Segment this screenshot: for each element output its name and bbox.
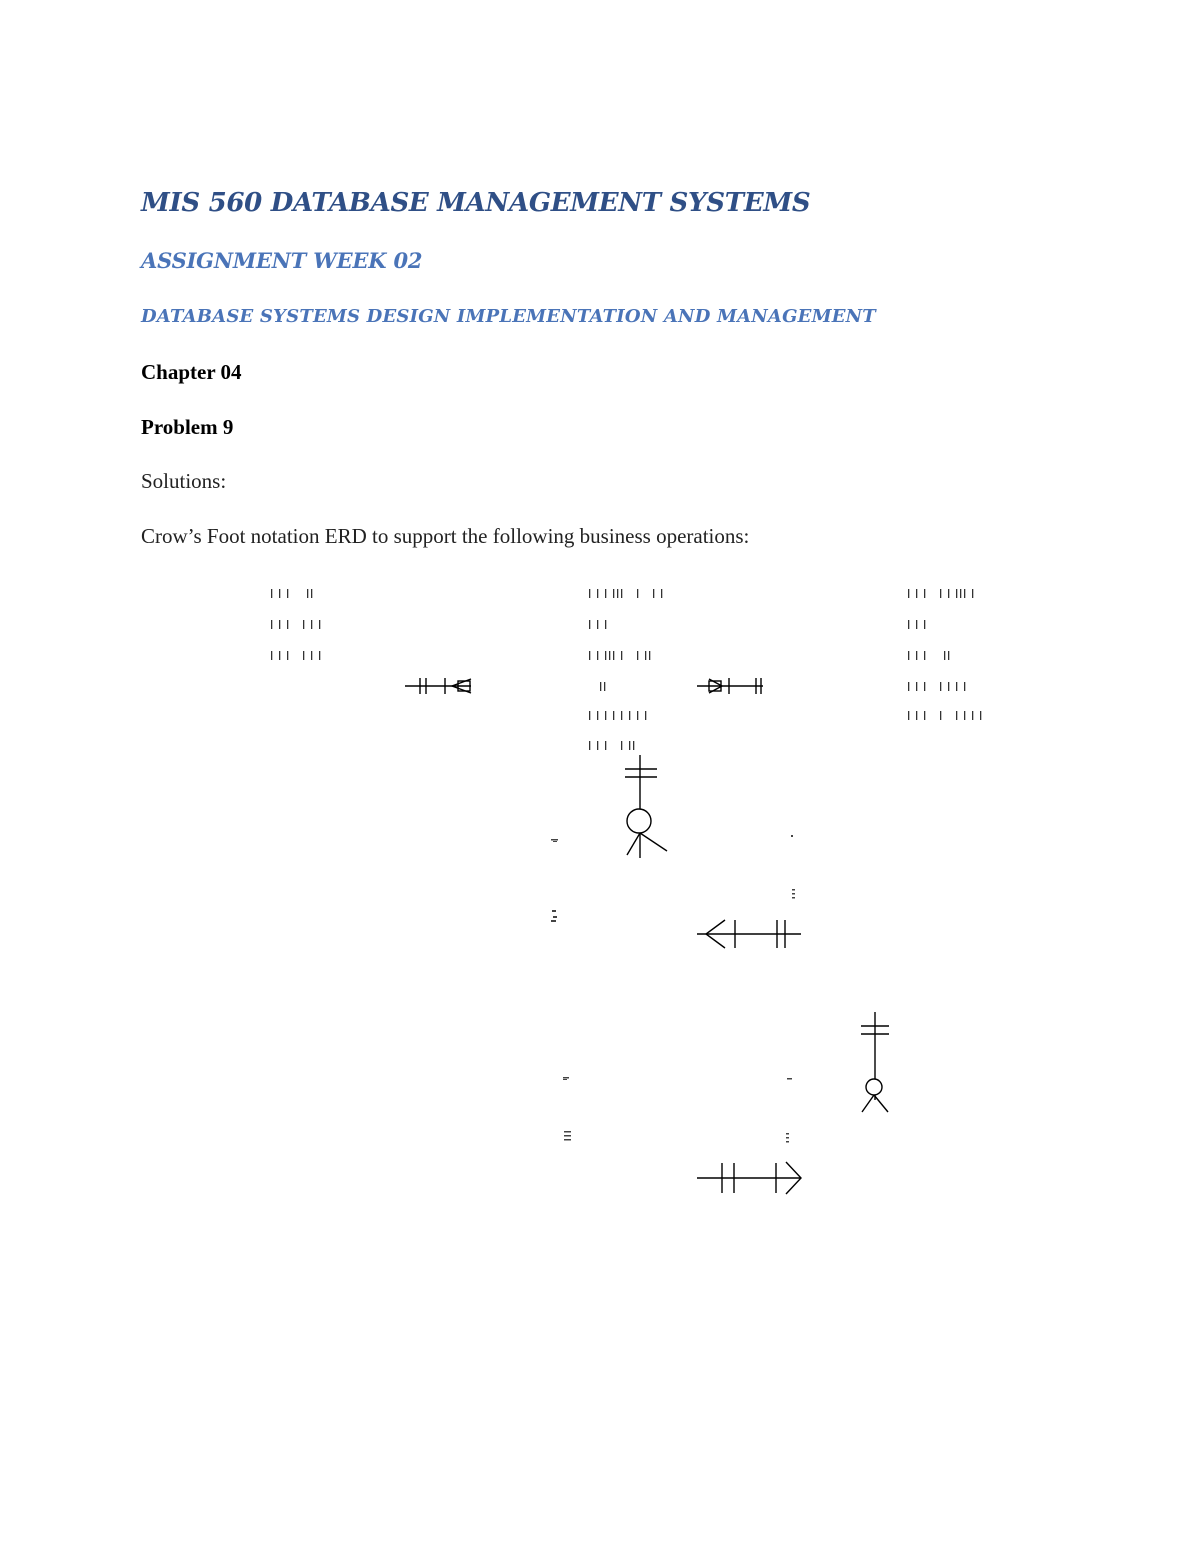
attribute-tick [617,589,618,598]
attribute-tick [940,711,941,720]
attribute-tick [964,711,965,720]
relationship-connector-middle [697,920,801,948]
attribute-tick [597,741,598,750]
erd-description: Crow’s Foot notation ERD to support the following business operations: [141,524,750,548]
attribute-tick [621,589,622,598]
relationship-connector-bottom [697,1162,801,1194]
attribute-tick [916,711,917,720]
attribute-tick [964,589,965,598]
attribute-tick [637,711,638,720]
attribute-tick [940,589,941,598]
attribute-tick [589,620,590,629]
attribute-tick [311,589,312,598]
attribute-tick [924,589,925,598]
attribute-tick [597,589,598,598]
chapter-heading: Chapter 04 [141,360,242,384]
attribute-tick [948,651,949,660]
attribute-tick [319,651,320,660]
attribute-tick [948,589,949,598]
attribute-tick [633,741,634,750]
attribute-tick [649,651,650,660]
attribute-tick [924,620,925,629]
attribute-tick [908,589,909,598]
attribute-tick [279,651,280,660]
attribute-tick [960,589,961,598]
book-title: DATABASE SYSTEMS DESIGN IMPLEMENTATION AND MANAGEMENT [141,306,876,327]
attribute-tick [908,620,909,629]
attribute-tick [597,651,598,660]
attribute-tick [956,682,957,691]
attribute-tick [948,682,949,691]
attribute-tick [605,620,606,629]
attribute-tick [653,589,654,598]
solutions-label: Solutions: [141,469,227,493]
document-subtitle: ASSIGNMENT WEEK 02 [141,248,423,273]
attribute-tick [908,682,909,691]
attribute-tick [916,589,917,598]
attribute-tick [916,682,917,691]
attribute-tick [908,651,909,660]
attribute-tick [609,651,610,660]
attribute-tick [311,620,312,629]
attribute-tick [303,651,304,660]
attribute-tick [271,651,272,660]
attribute-tick [645,651,646,660]
attribute-tick [279,589,280,598]
relationship-connector-right-down [861,1012,889,1112]
attribute-tick [613,651,614,660]
relationship-connector-center-down [625,755,667,858]
attribute-tick [916,620,917,629]
attribute-tick [589,711,590,720]
attribute-tick [637,651,638,660]
attribute-tick [597,620,598,629]
attribute-tick [956,589,957,598]
attribute-tick [613,589,614,598]
attribute-tick [589,651,590,660]
attribute-tick [605,589,606,598]
attribute-tick [924,711,925,720]
attribute-tick [924,651,925,660]
attribute-tick [621,741,622,750]
attribute-tick [645,711,646,720]
attribute-tick [319,620,320,629]
attribute-tick [287,589,288,598]
attribute-tick [605,741,606,750]
attribute-tick [916,651,917,660]
relationship-connector-right [697,678,763,694]
attribute-tick-marks [271,589,981,750]
attribute-tick [924,682,925,691]
attribute-tick [597,711,598,720]
attribute-tick [287,651,288,660]
attribute-tick [980,711,981,720]
attribute-tick [629,741,630,750]
attribute-tick [303,620,304,629]
attribute-tick [307,589,308,598]
attribute-tick [629,711,630,720]
attribute-tick [311,651,312,660]
problem-heading: Problem 9 [141,415,234,439]
attribute-tick [908,711,909,720]
attribute-tick [271,589,272,598]
attribute-tick [605,711,606,720]
attribute-tick [589,741,590,750]
attribute-tick [661,589,662,598]
attribute-tick [613,711,614,720]
attribute-tick [600,682,601,691]
attribute-tick [940,682,941,691]
attribute-tick [271,620,272,629]
attribute-tick [621,651,622,660]
attribute-tick [637,589,638,598]
attribute-tick [279,620,280,629]
attribute-tick [956,711,957,720]
relationship-connector-left [405,678,471,694]
attribute-tick [589,589,590,598]
attribute-tick [605,651,606,660]
attribute-tick [964,682,965,691]
attribute-tick [604,682,605,691]
attribute-tick [944,651,945,660]
document-title: MIS 560 DATABASE MANAGEMENT SYSTEMS [141,188,811,218]
attribute-tick [972,589,973,598]
attribute-tick [621,711,622,720]
attribute-tick [972,711,973,720]
residual-marks [551,835,795,1143]
attribute-tick [287,620,288,629]
